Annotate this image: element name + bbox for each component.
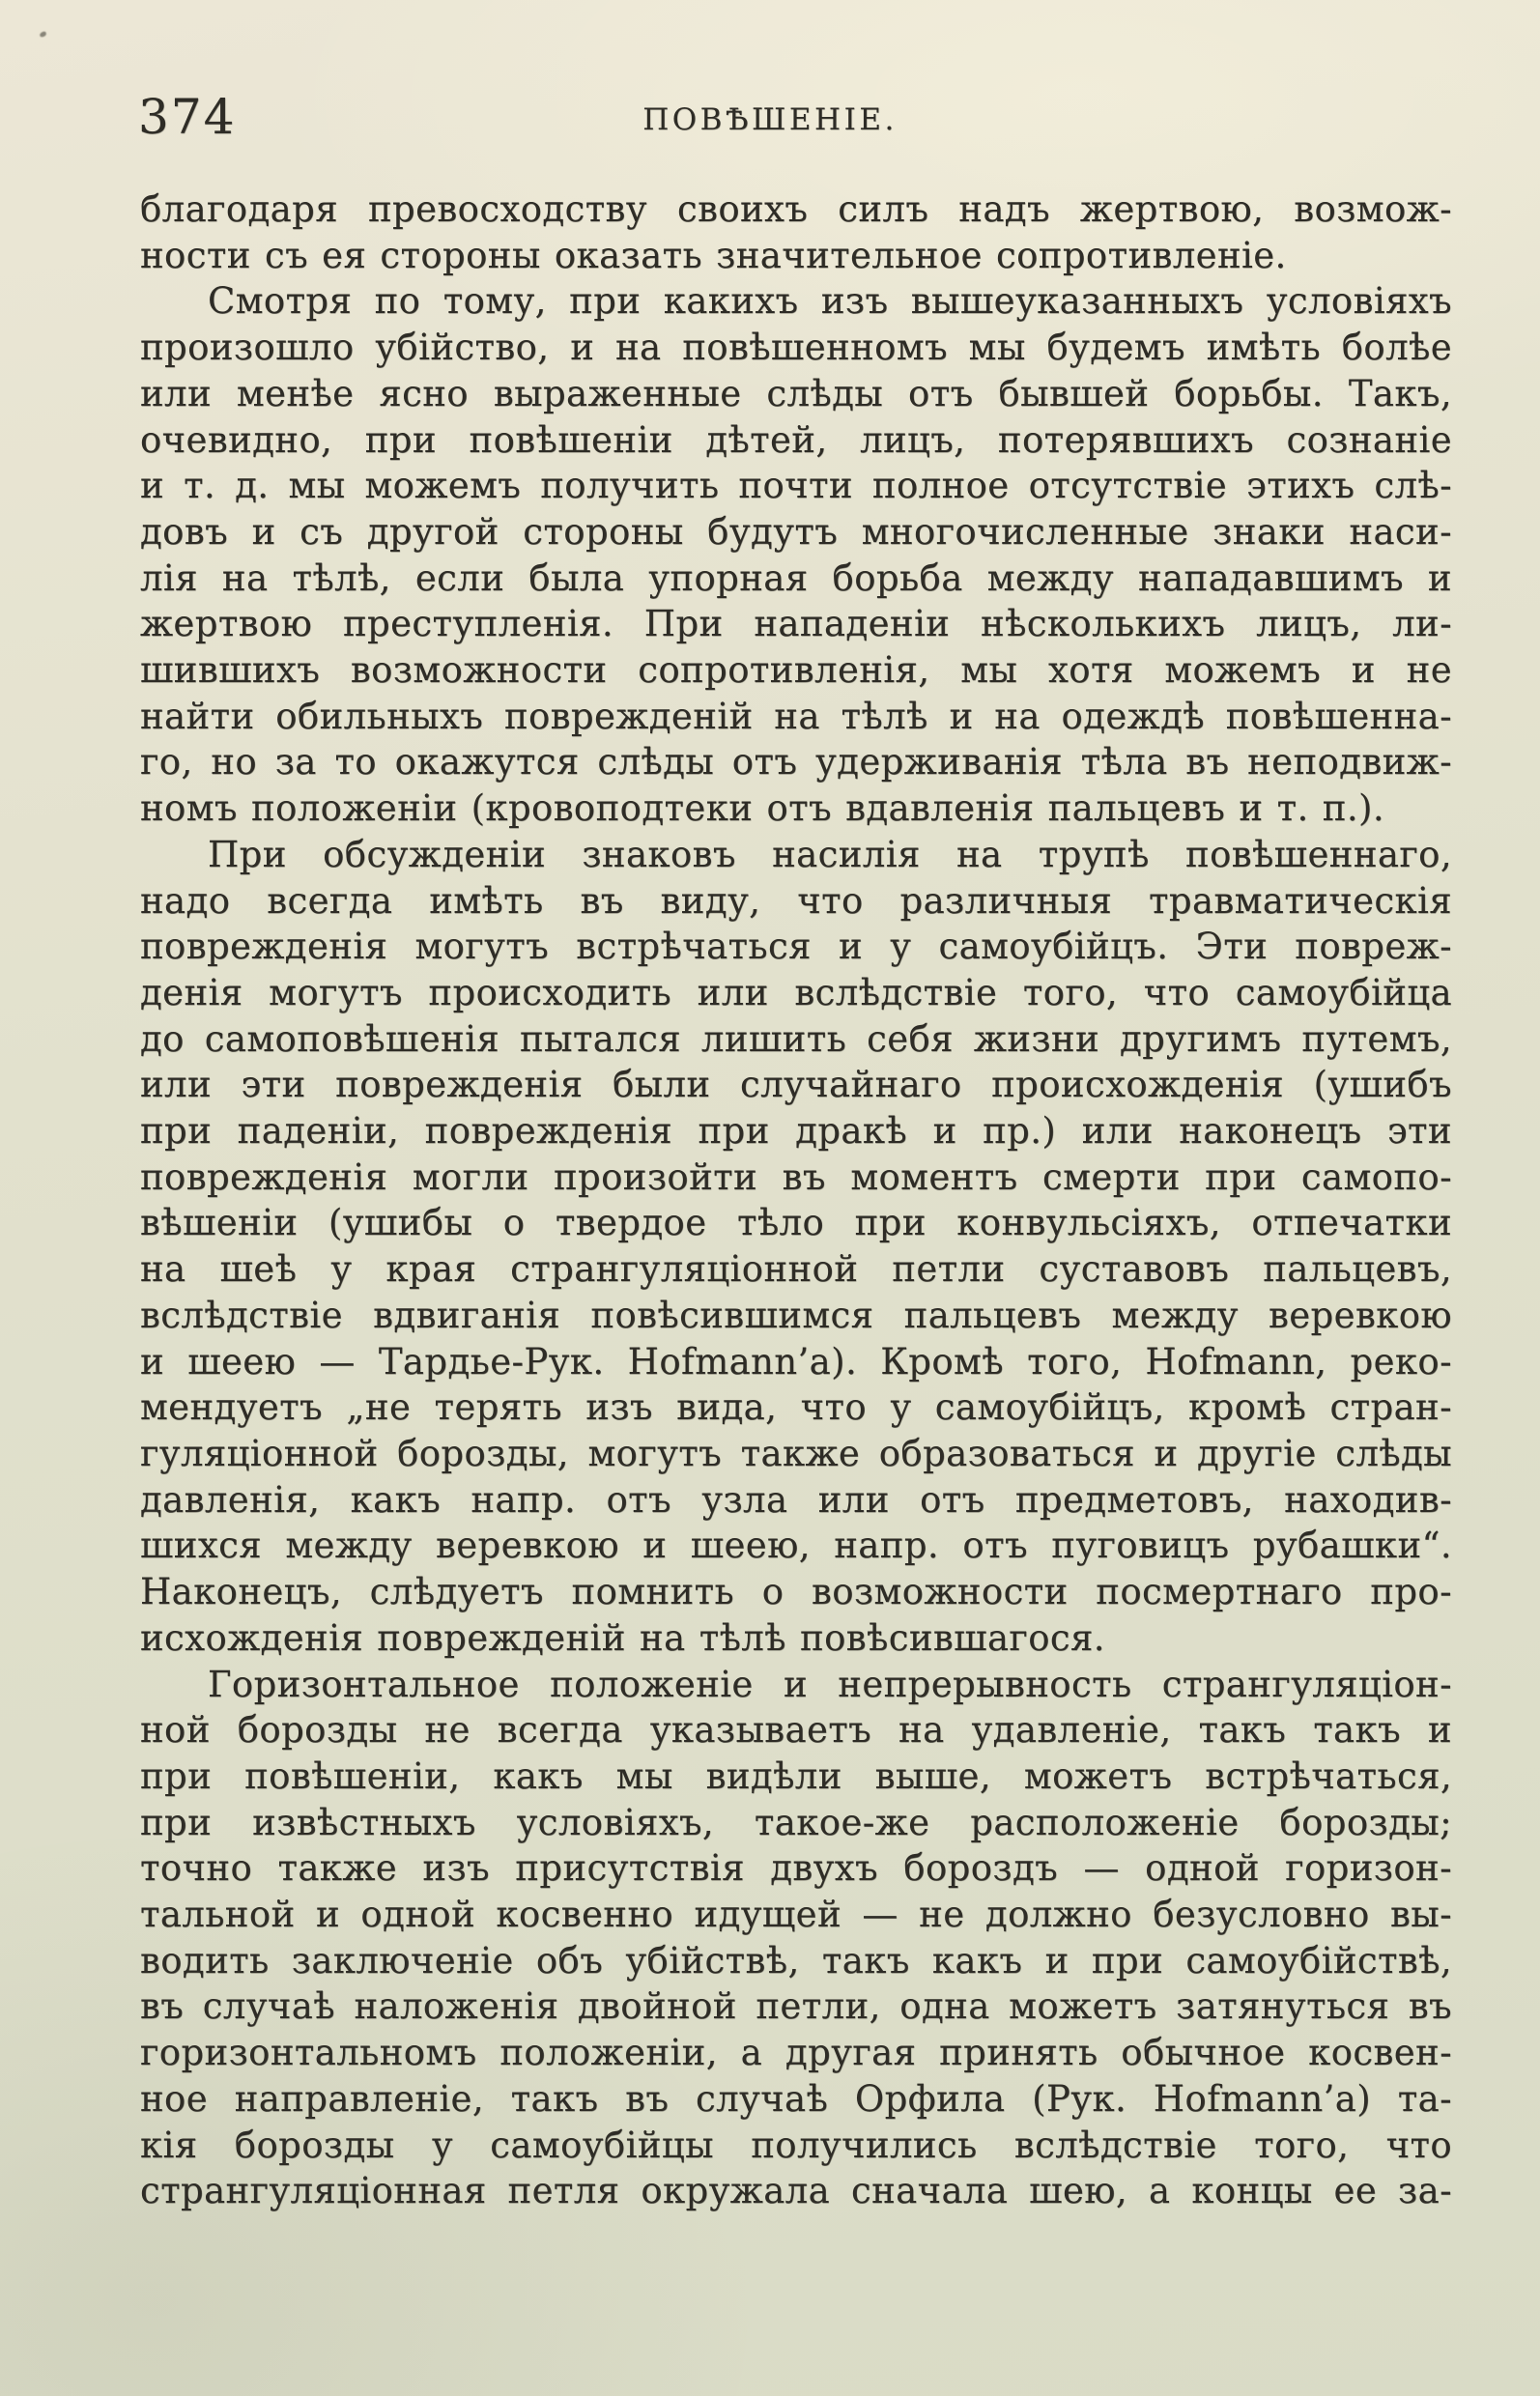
text-line: или эти поврежденія были случайнаго происхожденія (ушибъ xyxy=(140,1064,1452,1106)
text-line: найти обильныхъ поврежденій на тѣлѣ и на одеждѣ повѣшенна- xyxy=(140,695,1452,737)
text-line: или менѣе ясно выраженные слѣды отъ бывшей борьбы. Такъ, xyxy=(140,372,1452,414)
text-line: благодаря превосходству своихъ силъ надъ жертвою, возмож- xyxy=(140,188,1452,230)
text-line: и шеею — Тардье-Рук. Hofmann’а). Кромѣ того, Hofmann, реко- xyxy=(140,1340,1452,1383)
text-line: давленія, какъ напр. отъ узла или отъ предметовъ, находив- xyxy=(140,1478,1452,1521)
paragraph xyxy=(140,278,1452,831)
paragraph xyxy=(140,832,1452,1662)
text-line: тальной и одной косвенно идущей — не должно безусловно вы- xyxy=(140,1894,1452,1936)
text-line: въ случаѣ наложенія двойной петли, одна можетъ затянуться въ xyxy=(140,1985,1452,2028)
text-line: денія могутъ происходить или вслѣдствіе того, что самоубійца xyxy=(140,971,1452,1013)
text-line: Наконецъ, слѣдуетъ помнить о возможности посмертнаго про- xyxy=(140,1571,1452,1613)
text-line: точно также изъ присутствія двухъ бороздъ — одной горизон- xyxy=(140,1847,1452,1890)
text-line: ное направленіе, такъ въ случаѣ Орфила (Рук. Hofmann’а) та- xyxy=(140,2077,1452,2120)
text-line: вслѣдствіе вдвиганія повѣсившимся пальцевъ между веревкою xyxy=(140,1294,1452,1336)
text-line: водить заключеніе объ убійствѣ, такъ какъ и при самоубійствѣ, xyxy=(140,1939,1452,1982)
text-line: ности съ ея стороны оказать значительное сопротивленіе. xyxy=(140,234,1287,276)
text-line: горизонтальномъ положеніи, а другая принять обычное косвен- xyxy=(140,2032,1452,2074)
text-line: вѣшеніи (ушибы о твердое тѣло при конвульсіяхъ, отпечатки xyxy=(140,1202,1452,1244)
text-line: при паденіи, поврежденія при дракѣ и пр.) или наконецъ эти xyxy=(140,1110,1452,1153)
text-line: При обсужденіи знаковъ насилія на трупѣ повѣшеннаго, xyxy=(208,833,1452,875)
text-line: довъ и съ другой стороны будутъ многочисленные знаки наси- xyxy=(140,510,1452,553)
text-line: при извѣстныхъ условіяхъ, такое-же расположеніе борозды; xyxy=(140,1801,1452,1843)
text-line: ной борозды не всегда указываетъ на удавленіе, такъ такъ и xyxy=(140,1709,1452,1752)
page-number: 374 xyxy=(138,89,237,145)
text-line: шившихъ возможности сопротивленія, мы хотя можемъ и не xyxy=(140,649,1452,692)
text-line: при повѣшеніи, какъ мы видѣли выше, можетъ встрѣчаться, xyxy=(140,1754,1452,1797)
paragraph xyxy=(140,186,1452,278)
text-line: и т. д. мы можемъ получить почти полное отсутствіе этихъ слѣ- xyxy=(140,465,1452,507)
text-line: странгуляціонная петля окружала сначала шею, а концы ее за- xyxy=(140,2170,1452,2212)
text-line: Смотря по тому, при какихъ изъ вышеуказанныхъ условіяхъ xyxy=(208,280,1452,323)
text-line: Горизонтальное положеніе и непрерывность странгуляціон- xyxy=(208,1663,1452,1705)
text-line: исхожденія поврежденій на тѣлѣ повѣсившагося. xyxy=(140,1616,1105,1659)
page-header xyxy=(0,0,1540,164)
text-line: номъ положеніи (кровоподтеки отъ вдавленія пальцевъ и т. п.). xyxy=(140,787,1385,830)
text-line: гуляціонной борозды, могутъ также образоваться и другіе слѣды xyxy=(140,1432,1452,1474)
text-line: поврежденія могутъ встрѣчаться и у самоубійцъ. Эти повреж- xyxy=(140,926,1452,968)
text-line: произошло убійство, и на повѣшенномъ мы будемъ имѣть болѣе xyxy=(140,327,1452,369)
text-line: шихся между веревкою и шеею, напр. отъ пуговицъ рубашки“. xyxy=(140,1525,1452,1567)
text-line: кія борозды у самоубійцы получились вслѣдствіе того, что xyxy=(140,2124,1452,2166)
text-line: надо всегда имѣть въ виду, что различныя травматическія xyxy=(140,879,1452,922)
text-line: лія на тѣлѣ, если была упорная борьба между нападавшимъ и xyxy=(140,556,1452,599)
text-line: поврежденія могли произойти въ моментъ смерти при самопо- xyxy=(140,1155,1452,1198)
text-line: го, но за то окажутся слѣды отъ удерживанія тѣла въ неподвиж- xyxy=(140,741,1452,784)
paragraph xyxy=(140,1662,1452,2214)
text-line: на шеѣ у края странгуляціонной петли суставовъ пальцевъ, xyxy=(140,1248,1452,1291)
text-column xyxy=(140,186,1452,2214)
running-title: ПОВѢШЕНІЕ. xyxy=(642,102,898,137)
text-line: очевидно, при повѣшеніи дѣтей, лицъ, потерявшихъ сознаніе xyxy=(140,418,1452,461)
text-line: мендуетъ „не терять изъ вида, что у самоубійцъ, кромѣ стран- xyxy=(140,1386,1452,1429)
text-line: жертвою преступленія. При нападеніи нѣсколькихъ лицъ, ли- xyxy=(140,603,1452,645)
text-line: до самоповѣшенія пытался лишить себя жизни другимъ путемъ, xyxy=(140,1017,1452,1060)
